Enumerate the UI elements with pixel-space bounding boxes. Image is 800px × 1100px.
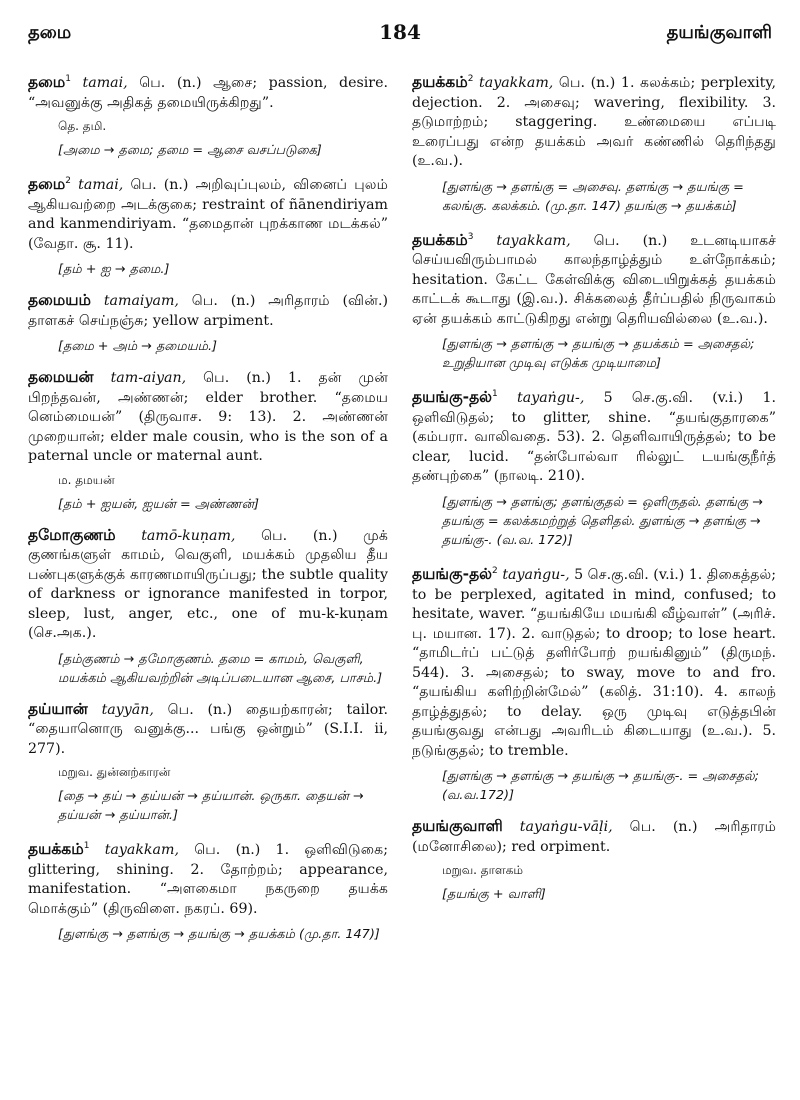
etymology: [தமை + அம் → தமையம்.] [58,339,218,355]
headword: தய்யான் [28,699,88,718]
dictionary-entry [412,385,776,550]
page-header [28,18,772,52]
headword: தயக்கம்$^3$ [412,230,474,249]
headword: தயக்கம்$^1$ [28,840,90,859]
etymology: [அமை → தமை; தமை = ஆசை வசப்படுகை] [58,143,322,159]
headword: தமை$^1$ [28,73,71,92]
transliteration: tayyān, [101,701,154,718]
dictionary-entry [28,172,388,279]
definition: பெ. (n.) உடனடியாகச் செய்யவிரும்பாமல் காலந்தாழ்த்தும் உள்நோக்கம்; hesitation. கேட்ட கேள்விக்கு விடையிறுக்கத் தயக்கம் காட்டக் கூடாது (இ.வ.). சிக்கலைத் தீர்ப்பதில் நிருவாகம் ஏன் தயக்கம் காட்டுகிறது என்று தெரியவில்லை (உ.வ.). [412,232,777,327]
etymology: [தம் + ஐயன், ஐயன் = அண்ணன்] [58,496,259,512]
transliteration: tayaṅgu-vāḷi, [519,819,613,836]
definition: பெ. (n.) அரிதாரம் (மனோசிலை); red orpiment. [412,819,776,855]
definition: பெ. (n.) 1. ஒளிவிடுகை; glittering, shining. 2. தோற்றம்; appearance, manifestation. “அளகைமா நகருறை தயக்க மொக்கும்” (திருவிளை. நகரப். 69). [28,842,388,917]
definition: பெ. (n.) தையற்காரன்; tailor. “தையானொரு வனுக்கு... பங்கு ஒன்றும்” (S.I.I. ii, 277). [28,701,389,757]
etymology: [தை → தய் → தய்யன் → தய்யான். ஒருகா. தையன் → தய்யன் → தய்யான்.] [58,789,364,824]
dictionary-entry [28,291,388,356]
dictionary-entry [412,228,776,374]
headword: தயங்கு-தல்$^2$ [412,565,498,584]
etymology: [துளங்கு → தளங்கு; தளங்குதல் = ஒளிருதல். தளங்கு → தயங்கு = கலக்கமற்றுத் தெளிதல். துளங்கு → தளங்கு → தயங்கு-. (வ.வ. 172)] [442,494,763,548]
transliteration: tayakkam, [104,842,179,859]
dictionary-entry [28,368,388,514]
transliteration: tayakkam, [479,75,554,92]
headword: தயங்குவாளி [412,817,503,836]
transliteration: tamaiyam, [103,293,179,310]
transliteration: tayaṅgu-, [517,390,585,407]
headword: தயங்கு-தல்$^1$ [412,388,498,407]
headword: தமோகுணம் [28,525,116,544]
transliteration: tamō-kuṇam, [141,527,236,544]
definition: 5 செ.கு.வி. (v.i.) 1. ஒளிவிடுதல்; to glitter, shine. “தயங்குதாரகை” (கம்பரா. வாலிவதை. 53). 2. தெளிவாயிருத்தல்; to be clear, lucid. “தன்போல்வா ரில்லுட் டயங்குநீர்த் தண்புற்கை” (நாலடி. 210). [412,390,776,485]
transliteration: tamai, [78,177,124,194]
page-number: 184 [379,20,421,44]
definition: பெ. (n.) 1. தன் முன் பிறந்தவன், அண்ணன்; elder brother. “தமைய னெம்மையன்” (திருவாச. 9: 13). 2. அண்ணன் முறையான்; elder male cousin, who is the son of a paternal uncle or maternal aunt. [28,370,388,465]
definition: பெ. (n.) அறிவுப்புலம், வினைப் புலம் ஆகியவற்றை அடக்குகை; restraint of ñānendiriyam and kanmendiriyam. “தமைதான் புறக்காண மடக்கல்” (வேதா. சூ. 11). [28,177,388,252]
headword: தமையன் [28,368,94,387]
definition: பெ. (n.) ஆசை; passion, desire. “அவனுக்கு அதிகத் தமையிருக்கிறது”. [28,75,388,111]
running-head-last-word: தயங்குவாளி [666,22,772,43]
headword: தயக்கம்$^2$ [412,73,474,92]
right-column [412,70,776,916]
etymology: [துளங்கு → தளங்கு → தயங்கு → தயங்கு-. = அசைதல்; (வ.வ.172)] [442,769,759,804]
etymology: [தயங்கு + வாளி] [442,887,546,903]
headword: தமையம் [28,291,91,310]
etymology: [துளங்கு → தளங்கு = அசைவு. தளங்கு → தயங்கு = கலங்கு. கலக்கம். (மு.தா. 147) தயங்கு → தயக்கம்] [442,179,744,214]
etymology: [தம்குணம் → தமோகுணம். தமை = காமம், வெகுளி, மயக்கம் ஆகியவற்றின் அடிப்படையான ஆசை, பாசம்.] [58,651,383,686]
definition: பெ. (n.) முக் குணங்களுள் காமம், வெகுளி, மயக்கம் முதலிய தீய பண்புகளுக்குக் காரணமாயிருப்பது; the subtle quality of darkness or ignorance manifested in torpor, sleep, lust, anger, etc., one of mu-k-kuṇam (செ.அக.). [28,527,389,642]
transliteration: tam-aiyan, [110,370,187,387]
definition: பெ. (n.) 1. கலக்கம்; perplexity, dejection. 2. அசைவு; wavering, flexibility. 3. தடுமாற்றம்; staggering. உண்மையை எப்படி உரைப்பது என்ற தயக்கம் அவர் கண்ணில் தெரிந்தது (உ.வ.). [412,75,777,170]
headword: தமை$^2$ [28,175,71,194]
definition: 5 செ.கு.வி. (v.i.) 1. திகைத்தல்; to be perplexed, agitated in mind, confused; to hesitate, waver. “தயங்கியே மயங்கி வீழ்வாள்” (அரிச். பு. மயான. 17). 2. வாடுதல்; to droop; to lose heart. “தாமிடர்ப் பட்டுத் தளிர்போற் றயங்கினும்” (திருமந். 544). 3. அசைதல்; to sway, move to and fro. “தயங்கிய களிற்றின்மேல்” (கலித். 31:10). 4. காலந் தாழ்த்துதல்; to delay. ஒரு முடிவு எடுத்தபின் தயங்குவது என்பது அவரிடம் கிடையாது (உ.வ.). 5. நடுங்குதல்; to tremble. [412,567,777,759]
etymology: [துளங்கு → தளங்கு → தயங்கு → தயக்கம் (மு.தா. 147)] [58,927,380,943]
cognate: தெ. தமி. [58,119,107,134]
etymology: [துளங்கு → தளங்கு → தயங்கு → தயக்கம் = அசைதல்; உறுதியான முடிவு எடுக்க முடியாமை] [442,337,755,372]
cognate: ம. தமயன் [58,472,115,487]
dictionary-entry [412,70,776,216]
dictionary-entry [28,526,388,688]
cognate: மறுவ. துன்னற்காரன் [58,765,171,780]
dictionary-entry [28,837,388,944]
left-column [28,70,388,956]
transliteration: tayaṅgu-, [502,567,570,584]
dictionary-entry [412,817,776,904]
definition: பெ. (n.) அரிதாரம் (வின்.) தாளகச் செய்நஞ்சு; yellow arpiment. [28,293,388,329]
transliteration: tamai, [82,75,128,92]
dictionary-entry [28,70,388,160]
dictionary-entry [412,562,776,805]
etymology: [தம் + ஐ → தமை.] [58,262,170,278]
dictionary-entry [28,700,388,826]
running-head-first-word: தமை [28,22,72,43]
transliteration: tayakkam, [496,232,571,249]
cognate: மறுவ. தாளகம் [442,863,524,878]
